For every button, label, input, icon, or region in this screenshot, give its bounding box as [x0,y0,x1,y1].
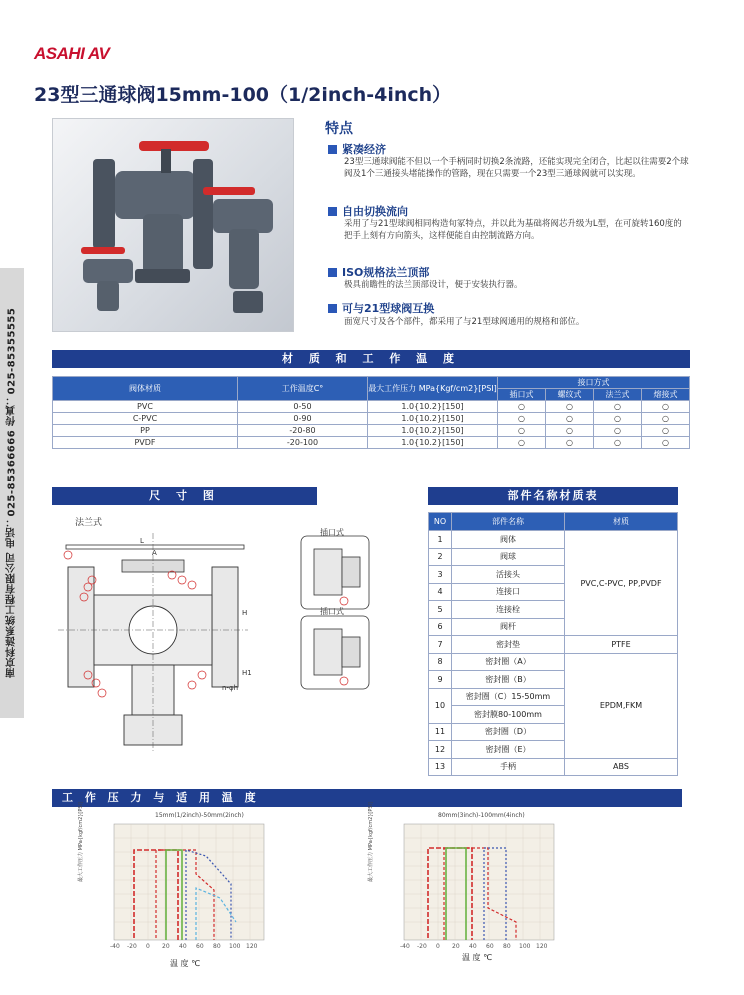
feature-title-1: 紧凑经济 [328,141,386,157]
materials-band: 材 质 和 工 作 温 度 [52,350,690,368]
cell-name: 密封圈（B） [452,671,565,689]
cell-material: PP [53,425,238,437]
svg-text:H: H [242,609,248,617]
col-conn: 接口方式 [498,377,690,389]
cell-mark: ○ [546,401,594,413]
col-no: NO [429,513,452,531]
feature-text-2: 采用了与21型球阀相同构造旬冢特点，并以此为基础将阀芯升级为L型，在可旋转160度的把手上刻有方向箭头，这样便能自由控制流路方向。 [344,219,682,241]
asahi-logo: ASAHI AV [34,44,110,63]
table-row [429,653,678,671]
svg-text:L: L [140,537,144,545]
col-temp: 工作温度C° [238,377,368,401]
feature-text-3: 极具前瞻性的法兰顶部设计，便于安装执行器。 [344,280,523,290]
cell-no: 10 [429,688,452,723]
chart1-title: 15mm(1/2inch)-50mm(2inch) [155,812,244,819]
cell-material-group1: PVC,C-PVC, PP,PVDF [565,531,678,636]
cell-mark: ○ [498,425,546,437]
socket-label-2: 插口式 [320,607,344,616]
col-part-material: 材质 [565,513,678,531]
feature-title-4: 可与21型球阀互换 [328,300,434,316]
chart2-title: 80mm(3inch)-100mm(4inch) [438,812,525,819]
product-photo [52,118,294,332]
chart1-xtick: 0 [146,943,150,950]
parts-table [428,512,678,776]
table-row [429,531,678,549]
cell-mark: ○ [642,401,690,413]
col-part-name: 部件名称 [452,513,565,531]
cell-name: 阀体 [452,531,565,549]
cell-mark: ○ [594,437,642,449]
cell-name: 连接栓 [452,601,565,619]
cell-mark: ○ [546,413,594,425]
cell-mark: ○ [498,401,546,413]
socket-detail-1 [300,535,370,610]
charts-band: 工 作 压 力 与 适 用 温 度 [52,789,682,807]
cell-no: 1 [429,531,452,549]
chart2-xtick: 20 [452,943,460,950]
cell-mark: ○ [498,413,546,425]
feature-text-4: 面宽尺寸及各个部件，都采用了与21型球阀通用的规格和部位。 [344,317,585,327]
col-pressure: 最大工作压力 MPa{Kgf/cm2}[PSI] [368,377,498,401]
cell-no: 6 [429,618,452,636]
chart2-xtick: -40 [400,943,410,950]
cell-pressure: 1.0{10.2}[150] [368,401,498,413]
svg-text:n-φh: n-φh [222,684,239,692]
chart2-xtick: 80 [503,943,511,950]
cell-material-group3: EPDM,FKM [565,653,678,758]
chart1-xtick: 20 [162,943,170,950]
cell-no: 5 [429,601,452,619]
parts-band: 部件名称材质表 [428,487,678,505]
table-row [53,413,690,425]
cell-mark: ○ [642,425,690,437]
cell-no: 4 [429,583,452,601]
cell-name: 密封圈（E） [452,741,565,759]
cell-no: 7 [429,636,452,654]
cell-no: 3 [429,566,452,584]
chart2-xtick: 0 [436,943,440,950]
cell-name: 密封膜80-100mm [452,706,565,724]
cell-name: 密封垫 [452,636,565,654]
chart1-xtick: 100 [229,943,241,950]
col-conn-socket: 插口式 [498,389,546,401]
cell-pressure: 1.0{10.2}[150] [368,425,498,437]
feature-title-3: ISO规格法兰顶部 [328,264,429,280]
chart2-ylabel: 最大工作压力 MPa{kgf/cm2}[PSI] [368,801,374,882]
chart1-xlabel: 温 度 ℃ [170,959,201,968]
cell-name: 密封圈（A） [452,653,565,671]
cell-material: PVC [53,401,238,413]
cell-mark: ○ [594,425,642,437]
cell-no: 2 [429,548,452,566]
cell-temp: -20-100 [238,437,368,449]
cell-no: 13 [429,758,452,776]
cell-material: C-PVC [53,413,238,425]
svg-text:A: A [152,549,157,557]
chart2-xtick: 120 [536,943,548,950]
cell-name: 连接口 [452,583,565,601]
chart2-xtick: -20 [417,943,427,950]
cell-name: 密封圈（D） [452,723,565,741]
cell-material-group2: PTFE [565,636,678,654]
chart2-xlabel: 温 度 ℃ [462,953,493,962]
cell-pressure: 1.0{10.2}[150] [368,437,498,449]
chart2-xtick: 60 [486,943,494,950]
col-conn-thread: 螺纹式 [546,389,594,401]
col-body-material: 阀体材质 [53,377,238,401]
table-row [53,401,690,413]
cell-mark: ○ [642,437,690,449]
feature-text-1: 23型三通球阀能不但以一个手柄同时切换2条流路，还能实现完全闭合，比起以往需要2个球阀及1个三通接头堵能操作的管路，现在只需要一个23型三通球阀就可以实现。 [344,157,689,179]
chart1-xtick: 60 [196,943,204,950]
cell-name: 阀球 [452,548,565,566]
cell-no: 8 [429,653,452,671]
chart1-xtick: 40 [179,943,187,950]
materials-table [52,376,690,449]
table-row [429,758,678,776]
chart2-xtick: 40 [469,943,477,950]
flange-valve-drawing [52,525,252,760]
cell-temp: -20-80 [238,425,368,437]
page-title: 23型三通球阀15mm-100（1/2inch-4inch） [34,84,452,106]
cell-mark: ○ [642,413,690,425]
cell-material: PVDF [53,437,238,449]
cell-temp: 0-50 [238,401,368,413]
socket-label-1: 插口式 [320,528,344,537]
chart1-xtick: 80 [213,943,221,950]
cell-pressure: 1.0{10.2}[150] [368,413,498,425]
col-conn-flange: 法兰式 [594,389,642,401]
chart2-xtick: 100 [519,943,531,950]
cell-no: 12 [429,741,452,759]
cell-no: 9 [429,671,452,689]
chart1-xtick: -40 [110,943,120,950]
cell-name: 阀杆 [452,618,565,636]
cell-name: 活接头 [452,566,565,584]
chart1-xtick: -20 [127,943,137,950]
features-heading: 特点 [325,121,353,137]
cell-no: 11 [429,723,452,741]
cell-mark: ○ [594,413,642,425]
valve-illustration [53,119,295,333]
cell-mark: ○ [546,437,594,449]
cell-mark: ○ [546,425,594,437]
chart1-ylabel: 最大工作压力 MPa{kgf/cm2}[PSI] [78,801,84,882]
socket-detail-2 [300,615,370,690]
cell-name: 手柄 [452,758,565,776]
cell-name: 密封圈（C）15-50mm [452,688,565,706]
chart1-xtick: 120 [246,943,258,950]
table-row [53,425,690,437]
cell-mark: ○ [594,401,642,413]
svg-text:H1: H1 [242,669,252,677]
flange-label: 法兰式 [75,518,103,528]
dimensions-band: 尺 寸 图 [52,487,317,505]
table-row [429,636,678,654]
feature-title-2: 自由切换流向 [328,203,408,219]
sidebar-contact: 南京科涟系统工程有限公司 电话：025-85366666 传真：025-85355555 [6,307,18,679]
cell-temp: 0-90 [238,413,368,425]
col-conn-weld: 熔接式 [642,389,690,401]
cell-material-group4: ABS [565,758,678,776]
cell-mark: ○ [498,437,546,449]
table-row [53,437,690,449]
